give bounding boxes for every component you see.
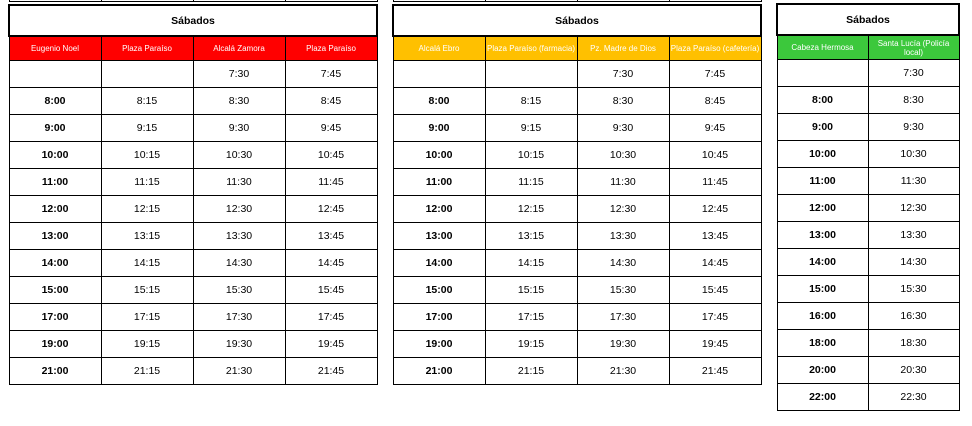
time-cell [485,61,577,88]
table-row [9,250,377,277]
table-row [393,277,761,304]
table-row [777,141,959,168]
column-header: Cabeza Hermosa [777,35,868,60]
time-cell: 13:45 [669,223,761,250]
table-row [393,88,761,115]
time-cell: 9:30 [193,115,285,142]
table-row [777,276,959,303]
time-cell: 11:30 [193,169,285,196]
column-header-row [9,36,377,61]
time-cell: 12:00 [393,196,485,223]
table-row [9,331,377,358]
time-cell: 9:15 [101,115,193,142]
table-row [393,115,761,142]
table-row [393,358,761,385]
time-cell: 19:00 [393,331,485,358]
time-cell: 19:00 [9,331,101,358]
time-cell: 10:45 [285,142,377,169]
time-cell: 21:30 [577,358,669,385]
time-cell: 9:00 [777,114,868,141]
time-cell: 11:15 [101,169,193,196]
table-row [777,303,959,330]
time-cell: 7:45 [285,61,377,88]
time-cell: 12:15 [101,196,193,223]
time-cell: 13:45 [285,223,377,250]
time-cell: 7:30 [193,61,285,88]
time-cell: 19:45 [285,331,377,358]
time-cell: 21:00 [9,358,101,385]
time-cell: 12:45 [669,196,761,223]
time-cell: 11:45 [285,169,377,196]
time-cell: 19:30 [193,331,285,358]
table-row [393,331,761,358]
time-cell: 8:15 [485,88,577,115]
column-header-row [393,36,761,61]
column-header: Plaza Paraíso [285,36,377,61]
time-cell: 8:45 [669,88,761,115]
time-cell: 11:00 [777,168,868,195]
time-cell: 15:30 [577,277,669,304]
time-cell: 10:30 [193,142,285,169]
table-title: Sábados [393,5,761,36]
time-cell: 21:45 [669,358,761,385]
column-header: Plaza Paraíso (farmacia) [485,36,577,61]
column-header: Santa Lucía (Policía local) [868,35,959,60]
time-cell: 14:00 [777,249,868,276]
time-cell: 8:30 [193,88,285,115]
time-cell: 18:30 [868,330,959,357]
time-cell: 14:00 [393,250,485,277]
time-cell: 17:30 [193,304,285,331]
table-row [777,330,959,357]
table-row [9,277,377,304]
time-cell: 15:30 [868,276,959,303]
time-cell: 19:45 [669,331,761,358]
time-cell: 21:45 [285,358,377,385]
time-cell: 15:30 [193,277,285,304]
time-cell: 8:45 [285,88,377,115]
time-cell: 12:15 [485,196,577,223]
table-row [393,250,761,277]
time-cell: 17:30 [577,304,669,331]
time-cell: 12:30 [868,195,959,222]
time-cell: 17:00 [393,304,485,331]
table-row [9,196,377,223]
column-header-row [777,35,959,60]
table-row [777,114,959,141]
time-cell: 19:15 [101,331,193,358]
time-cell: 17:45 [285,304,377,331]
time-cell: 19:30 [577,331,669,358]
table-row [777,222,959,249]
table-row [393,169,761,196]
time-cell: 11:00 [9,169,101,196]
time-cell: 15:15 [101,277,193,304]
schedule-table-orange [392,0,762,385]
time-cell: 15:15 [485,277,577,304]
table-row [9,61,377,88]
time-cell: 13:30 [577,223,669,250]
time-cell: 17:15 [485,304,577,331]
time-cell: 22:30 [868,384,959,411]
time-cell: 10:15 [485,142,577,169]
table-row [393,142,761,169]
time-cell: 8:00 [777,87,868,114]
column-header: Plaza Paraíso [101,36,193,61]
time-cell: 8:00 [9,88,101,115]
time-cell: 12:30 [193,196,285,223]
time-cell: 10:15 [101,142,193,169]
time-cell: 14:15 [485,250,577,277]
table-row [393,304,761,331]
time-cell: 8:15 [101,88,193,115]
time-cell: 19:15 [485,331,577,358]
time-cell: 15:45 [285,277,377,304]
time-cell: 14:30 [193,250,285,277]
time-cell: 21:30 [193,358,285,385]
time-cell: 11:00 [393,169,485,196]
time-cell: 14:30 [868,249,959,276]
time-cell: 14:45 [669,250,761,277]
time-cell: 21:15 [485,358,577,385]
time-cell: 14:15 [101,250,193,277]
table-row [9,358,377,385]
schedule-table-green [776,0,960,411]
column-header: Eugenio Noel [9,36,101,61]
time-cell [101,61,193,88]
time-cell: 10:00 [9,142,101,169]
time-cell: 9:15 [485,115,577,142]
time-cell: 10:00 [393,142,485,169]
time-cell: 9:00 [9,115,101,142]
time-cell: 12:00 [777,195,868,222]
time-cell: 7:45 [669,61,761,88]
time-cell: 14:45 [285,250,377,277]
time-cell: 11:30 [868,168,959,195]
time-cell: 20:30 [868,357,959,384]
time-cell: 13:15 [101,223,193,250]
time-cell: 9:30 [868,114,959,141]
time-cell: 8:00 [393,88,485,115]
column-header: Alcalá Zamora [193,36,285,61]
time-cell: 9:30 [577,115,669,142]
time-cell: 14:30 [577,250,669,277]
table-row [777,87,959,114]
table-row [777,384,959,411]
table-row [9,142,377,169]
table-row [777,60,959,87]
time-cell: 17:15 [101,304,193,331]
time-cell: 8:30 [868,87,959,114]
table-row [9,169,377,196]
table-row [777,168,959,195]
table-row [777,249,959,276]
time-cell: 10:00 [777,141,868,168]
table-row [393,196,761,223]
time-cell: 11:15 [485,169,577,196]
time-cell: 9:00 [393,115,485,142]
time-cell: 16:30 [868,303,959,330]
time-cell: 10:30 [868,141,959,168]
time-cell: 15:00 [777,276,868,303]
time-cell: 13:15 [485,223,577,250]
time-cell: 22:00 [777,384,868,411]
time-cell: 13:30 [193,223,285,250]
schedule-table-red [8,0,378,385]
time-cell: 21:15 [101,358,193,385]
time-cell: 10:45 [669,142,761,169]
time-cell: 15:45 [669,277,761,304]
time-cell: 13:00 [9,223,101,250]
table-row [9,223,377,250]
time-cell: 17:45 [669,304,761,331]
column-header: Alcalá Ebro [393,36,485,61]
time-cell: 14:00 [9,250,101,277]
time-cell: 18:00 [777,330,868,357]
table-row [9,115,377,142]
time-cell: 7:30 [868,60,959,87]
time-cell: 9:45 [669,115,761,142]
time-cell: 12:30 [577,196,669,223]
time-cell: 7:30 [577,61,669,88]
table-row [9,88,377,115]
time-cell: 17:00 [9,304,101,331]
time-cell [777,60,868,87]
time-cell: 13:30 [868,222,959,249]
time-cell: 21:00 [393,358,485,385]
time-cell: 20:00 [777,357,868,384]
table-row [393,61,761,88]
column-header: Plaza Paraíso (cafetería) [669,36,761,61]
time-cell [393,61,485,88]
time-cell: 8:30 [577,88,669,115]
column-header: Pz. Madre de Dios [577,36,669,61]
time-cell: 13:00 [777,222,868,249]
time-cell: 9:45 [285,115,377,142]
table-row [777,357,959,384]
table-row [393,223,761,250]
time-cell [9,61,101,88]
time-cell: 15:00 [393,277,485,304]
time-cell: 15:00 [9,277,101,304]
table-row [777,195,959,222]
time-cell: 11:30 [577,169,669,196]
table-title: Sábados [777,4,959,35]
time-cell: 12:00 [9,196,101,223]
time-cell: 16:00 [777,303,868,330]
time-cell: 10:30 [577,142,669,169]
table-row [9,304,377,331]
time-cell: 12:45 [285,196,377,223]
time-cell: 13:00 [393,223,485,250]
table-title: Sábados [9,5,377,36]
time-cell: 11:45 [669,169,761,196]
